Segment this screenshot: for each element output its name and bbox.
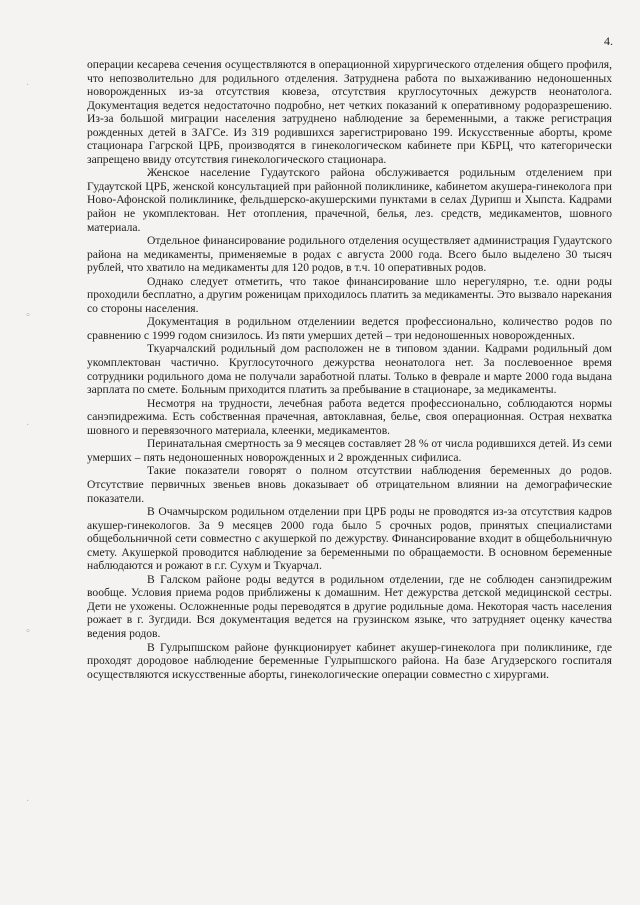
- paragraph: Такие показатели говорят о полном отсутствии наблюдения беременных до родов. Отсутствие первичных звеньев вновь доказывает об отрицательном влиянии на демографические показатели.: [87, 464, 612, 505]
- margin-mark: ·: [26, 80, 30, 91]
- paragraph: Ткуарчалский родильный дом расположен не в типовом здании. Кадрами родильный дом укомплектован частично. Круглосуточного дежурства неонатолога нет. За послевоенное время сотрудники родильного дома не получали заработной платы. Только в феврале и марте 2000 года выдана зарплата по смете. Больным приходится платить за пребывание в стационаре, за медикаменты.: [87, 342, 612, 397]
- margin-mark: ·: [26, 796, 30, 807]
- paragraph: В Очамчырском родильном отделении при ЦРБ роды не проводятся из-за отсутствия кадров акушер-гинекологов. За 9 месяцев 2000 года было 5 срочных родов, принятых специалистами общебольничной сети совместно с акушеркой по дежурству. Финансирование входит в общебольничную смету. Акушеркой проводится наблюдение за беременными по обращаемости. В основном беременные наблюдаются и рожают в г.г. Сухум и Ткуарчал.: [87, 505, 612, 573]
- paragraph: операции кесарева сечения осуществляются в операционной хирургического отделения общего профиля, что непозволительно для родильного отделения. Затруднена работа по выхаживанию недоношенных новорожденных из-за отсутствия кювеза, отсутствия круглосуточных дежурств неонатолога. Документация ведется недостаточно подробно, нет четких показаний к оперативному родоразрешению. Из-за большой миграции населения затруднено наблюдение за беременными, а также регистрация рожденных детей в ЗАГСе. Из 319 родившихся зарегистрировано 199. Искусственные аборты, кроме стационара Гагрской ЦРБ, производятся в гинекологическом кабинете при КБРЦ, что категорически запрещено ввиду отсутствия гинекологического стационара.: [87, 58, 612, 166]
- paragraph: В Гулрыпшском районе функционирует кабинет акушер-гинеколога при поликлинике, где проходят дородовое наблюдение беременные Гулрыпшского района. На базе Агудзерского госпиталя осуществляются искусственные аборты, гинекологические операции совместно с хирургами.: [87, 640, 612, 681]
- paragraph: Перинатальная смертность за 9 месяцев составляет 28 % от числа родившихся детей. Из семи умерших – пять недоношенных новорожденных и 2 врожденных сифилиса.: [87, 437, 612, 464]
- paragraph: Женское население Гудаутского района обслуживается родильным отделением при Гудаутской ЦРБ, женской консультацией при районной поликлинике, кабинетом акушера-гинеколога при Ново-Афонской поликлинике, фельдшерско-акушерскими пунктами в селах Дурипш и Хыпста. Кадрами район не укомплектован. Нет отопления, прачечной, белья, лез. средств, медикаментов, шовного материала.: [87, 166, 612, 234]
- paragraph: Отдельное финансирование родильного отделения осуществляет администрация Гудаутского района на медикаменты, применяемые в родах с августа 2000 года. Всего было выделено 30 тысяч рублей, что хватило на медикаменты для 120 родов, в т.ч. 10 оперативных родов.: [87, 234, 612, 275]
- margin-mark: °: [26, 628, 30, 639]
- margin-mark: ·: [26, 420, 30, 431]
- paragraph: Документация в родильном отделениии ведется профессионально, количество родов по сравнению с 1999 годом снизилось. Из пяти умерших детей – три недоношенных новорожденных.: [87, 315, 612, 342]
- document-body: [87, 58, 612, 681]
- paragraph: Несмотря на трудности, лечебная работа ведется профессионально, соблюдаются нормы санэпидрежима. Есть собственная прачечная, автоклавная, белье, своя операционная. Острая нехватка шовного и перевязочного материала, клеенки, медикаментов.: [87, 396, 612, 437]
- paragraph: В Галском районе роды ведутся в родильном отделении, где не соблюден санэпидрежим вообще. Условия приема родов приближены к домашним. Нет дежурства детской медицинской сестры. Дети не ухожены. Осложненные роды переводятся в другие родильные дома. Некоторая часть населения рожает в г. Зугдиди. Вся документация ведется на грузинском языке, что затрудняет оценку качества ведения родов.: [87, 572, 612, 640]
- margin-mark: °: [26, 312, 30, 323]
- page-number: 4.: [604, 34, 613, 48]
- paragraph: Однако следует отметить, что такое финансирование шло нерегулярно, т.е. одни роды проходили бесплатно, а другим роженицам приходилось платить за медикаменты. Это вызвало нарекания со стороны населения.: [87, 274, 612, 315]
